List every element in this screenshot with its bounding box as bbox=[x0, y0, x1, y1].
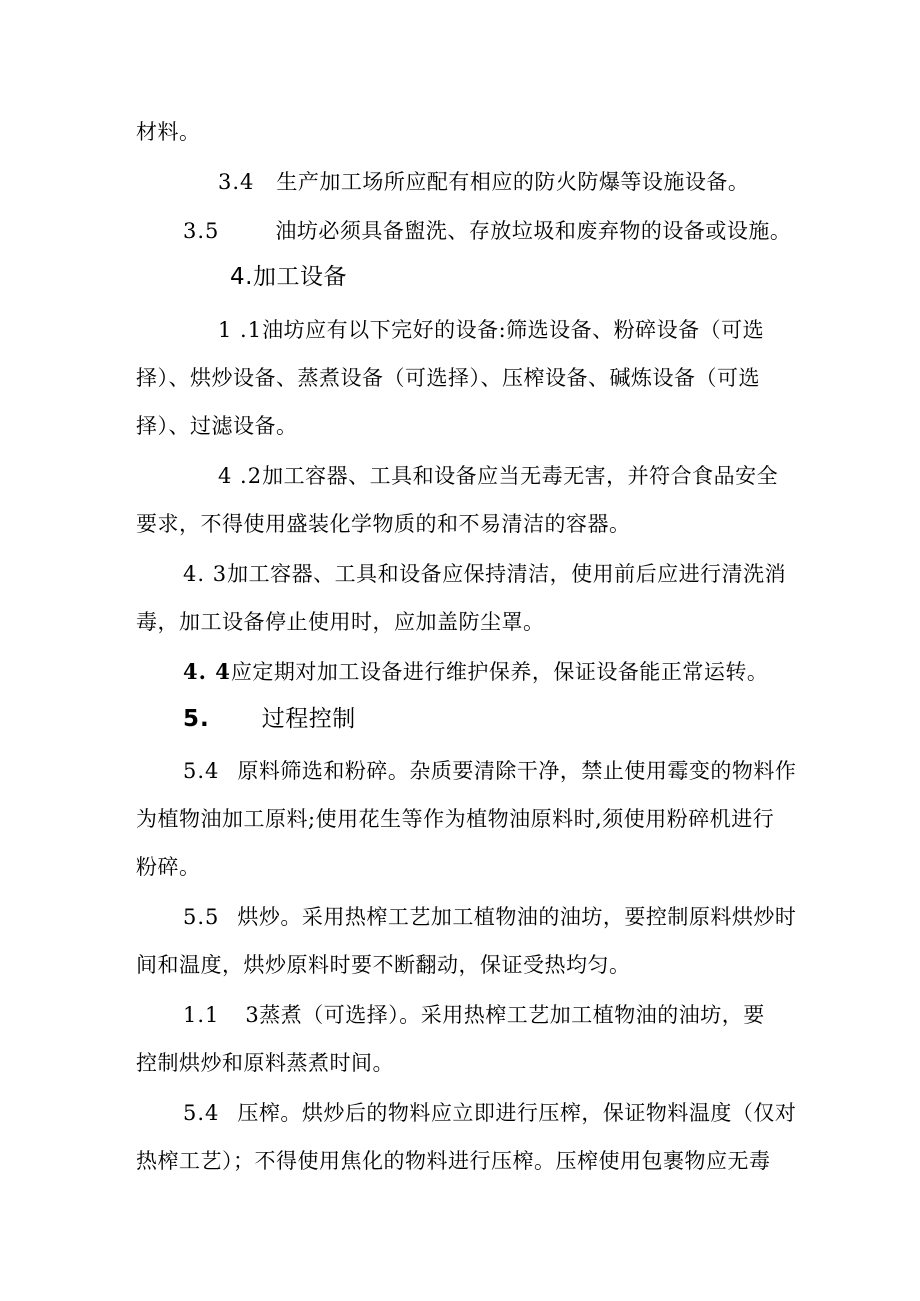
line-text: 控制烘炒和原料蒸煮时间。 bbox=[136, 1051, 394, 1075]
line-text: 生产加工场所应配有相应的防火防爆等设施设备。 bbox=[276, 170, 750, 194]
line-text: 加工容器、工具和设备应当无毒无害，并符合食品安全 bbox=[262, 464, 779, 488]
section-line-5-4b bbox=[183, 1099, 796, 1127]
paragraph-line bbox=[136, 608, 545, 636]
line-text: 加工容器、工具和设备应保持清洁，使用前后应进行清洗消 bbox=[227, 562, 787, 586]
paragraph-line bbox=[136, 118, 201, 146]
section-number: 4. 3 bbox=[183, 562, 228, 586]
section-line-4-1 bbox=[218, 316, 764, 344]
paragraph-line bbox=[136, 951, 631, 979]
section-number: 4 .2 bbox=[218, 464, 263, 488]
section-line-3-4 bbox=[218, 168, 749, 196]
line-text: 择）、烘炒设备、蒸煮设备（可选择）、压榨设备、碱炼设备（可选 bbox=[136, 366, 760, 390]
section-number: 5.4 bbox=[183, 1101, 220, 1125]
line-text: 原料筛选和粉碎。杂质要清除干净，禁止使用霉变的物料作 bbox=[237, 759, 797, 783]
section-heading-5 bbox=[183, 705, 356, 733]
heading-text: 过程控制 bbox=[261, 706, 356, 732]
line-text: 材料。 bbox=[136, 120, 201, 144]
line-text: 择）、过滤设备。 bbox=[136, 414, 298, 438]
paragraph-line bbox=[136, 805, 774, 833]
section-line-3-5 bbox=[183, 217, 791, 245]
line-text: 热榨工艺）；不得使用焦化的物料进行压榨。压榨使用包裹物应无毒 bbox=[136, 1149, 771, 1173]
section-number: 5. bbox=[183, 706, 210, 732]
section-line-4-4 bbox=[183, 658, 768, 686]
line-text: 3蒸煮（可选择）。采用热榨工艺加工植物油的油坊，要 bbox=[245, 1003, 765, 1027]
section-heading-4 bbox=[230, 263, 347, 291]
section-number: 4. 4 bbox=[183, 659, 231, 684]
paragraph-line bbox=[136, 1147, 771, 1175]
line-text: 烘炒。采用热榨工艺加工植物油的油坊，要控制原料烘炒时 bbox=[237, 905, 797, 929]
line-text: 要求，不得使用盛装化学物质的和不易清洁的容器。 bbox=[136, 512, 631, 536]
section-line-5-5 bbox=[183, 903, 796, 931]
paragraph-line bbox=[136, 364, 760, 392]
line-text: 间和温度，烘炒原料时要不断翻动，保证受热均匀。 bbox=[136, 953, 631, 977]
heading-text: 4.加工设备 bbox=[230, 264, 347, 290]
line-text: 毒，加工设备停止使用时，应加盖防尘罩。 bbox=[136, 610, 545, 634]
section-number: 1 .1 bbox=[218, 318, 263, 342]
section-line-4-2 bbox=[218, 462, 778, 490]
line-text: 粉碎。 bbox=[136, 855, 201, 879]
line-text: 压榨。烘炒后的物料应立即进行压榨，保证物料温度（仅对 bbox=[237, 1101, 797, 1125]
line-text: 为植物油加工原料;使用花生等作为植物油原料时,须使用粉碎机进行 bbox=[136, 807, 775, 831]
section-number: 5.4 bbox=[183, 759, 220, 783]
section-number: 3.4 bbox=[218, 170, 255, 194]
section-number: 1.1 bbox=[183, 1003, 220, 1027]
line-text: 油坊应有以下完好的设备:筛选设备、粉碎设备（可选 bbox=[262, 318, 765, 342]
paragraph-line bbox=[136, 853, 201, 881]
paragraph-line bbox=[136, 510, 631, 538]
paragraph-line bbox=[136, 412, 298, 440]
section-line-4-3 bbox=[183, 560, 786, 588]
line-text: 应定期对加工设备进行维护保养，保证设备能正常运转。 bbox=[230, 660, 769, 684]
section-line-5-4 bbox=[183, 757, 796, 785]
paragraph-line bbox=[136, 1049, 394, 1077]
section-line-1-1 bbox=[183, 1001, 765, 1029]
section-number: 3.5 bbox=[183, 219, 220, 243]
line-text: 油坊必须具备盥洗、存放垃圾和废弃物的设备或设施。 bbox=[275, 219, 792, 243]
section-number: 5.5 bbox=[183, 905, 220, 929]
